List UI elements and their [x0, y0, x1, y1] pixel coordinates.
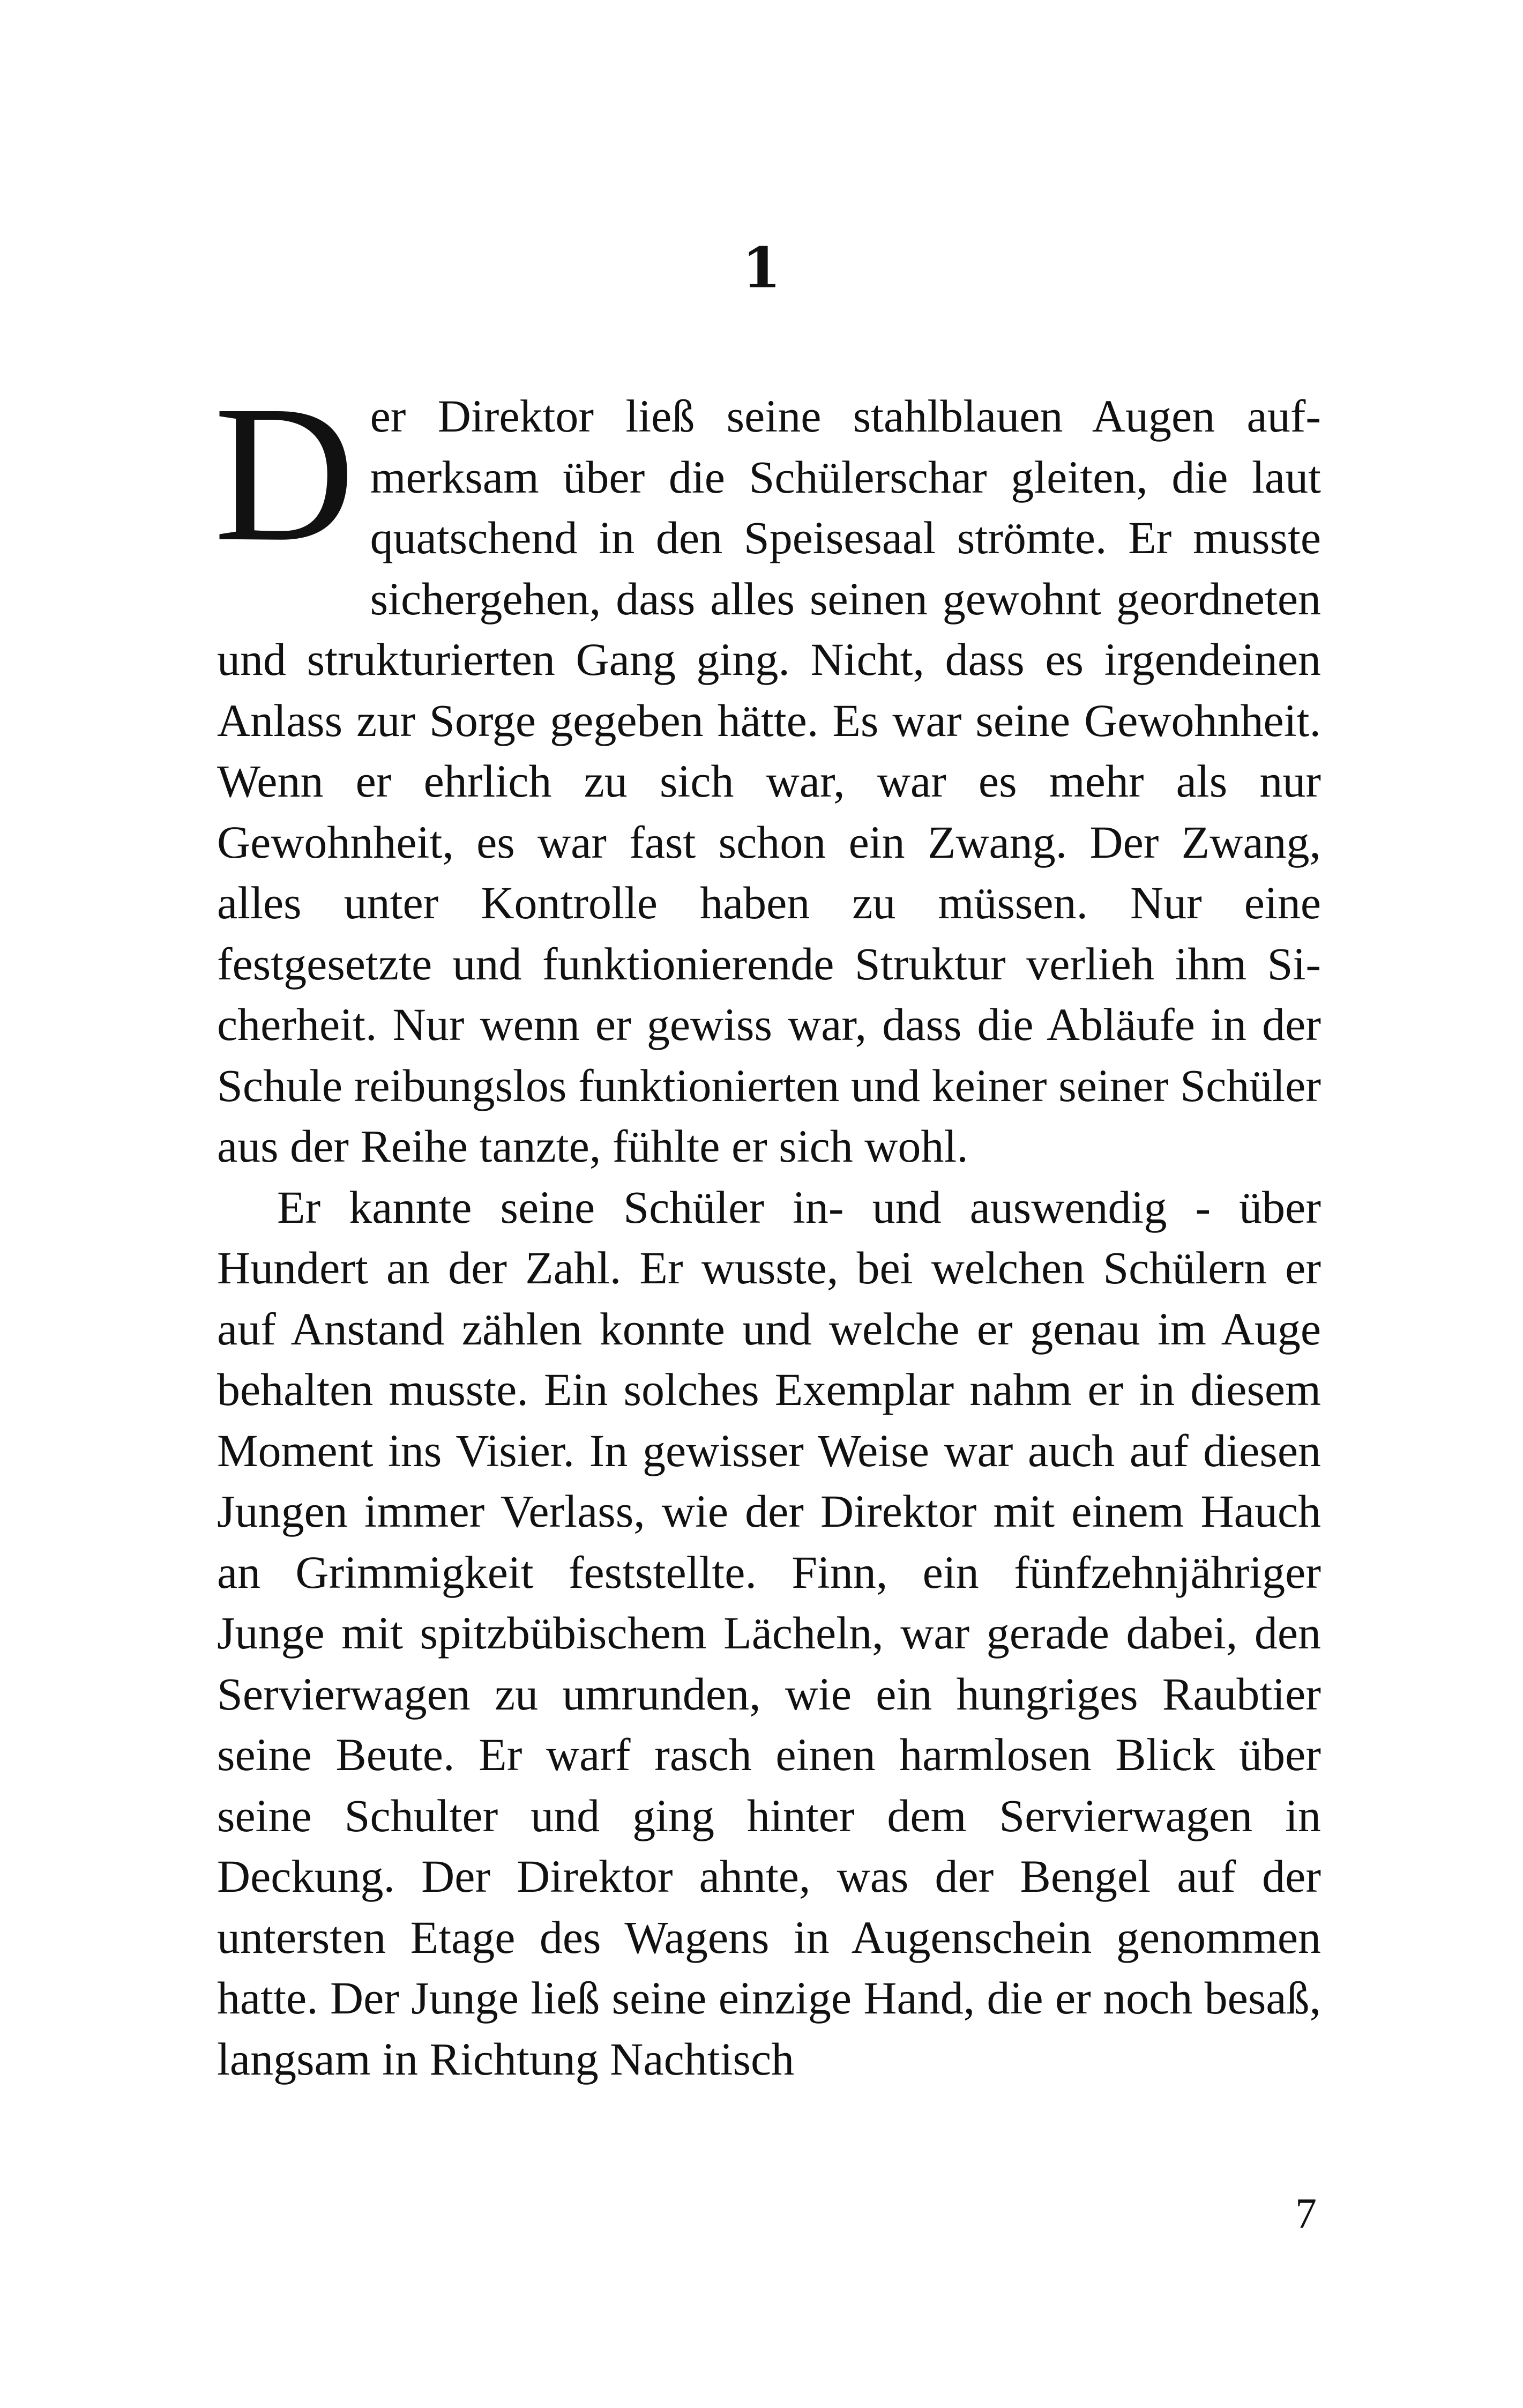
paragraph-2 [217, 1177, 1321, 2090]
drop-cap-letter: D [214, 365, 355, 582]
page-number: 7 [1295, 2190, 1317, 2238]
paragraph-1-text: er Direktor ließ seine stahlblauen Augen aufmerksam über die Schülerschar gleiten, die laut quatschend in den Speisesaal strömte. Er musste sichergehen, dass alles seinen gewohnt geordneten und strukturierten Gang ging. Nicht, dass es irgendeinen Anlass zur Sorge gegeben hätte. Es war seine Gewohnheit. Wenn er ehrlich zu sich war, war es mehr als nur Gewohnheit, es war fast schon ein Zwang. Der Zwang, alles unter Kontrolle haben zu müssen. Nur eine festgesetzte und funktionierende Struktur verlieh ihm Sicherheit. Nur wenn er gewiss war, dass die Abläufe in der Schule reibungslos funktionierten und keiner seiner Schüler aus der Reihe tanzte, fühlte er sich wohl. [217, 390, 1321, 1172]
body-text [214, 365, 1321, 2090]
paragraph-1 [214, 365, 1321, 1177]
paragraph-2-text: Er kannte seine Schüler in- und auswendig - über Hundert an der Zahl. Er wusste, bei welchen Schülern er auf Anstand zählen konnte und welche er genau im Auge behalten musste. Ein solches Exemplar nahm er in diesem Moment ins Visier. In gewisser Weise war auch auf diesen Jungen immer Verlass, wie der Direktor mit einem Hauch an Grimmigkeit feststellte. Finn, ein fünfzehnjähriger Junge mit spitzbübischem Lächeln, war gerade dabei, den Servierwagen zu umrunden, wie ein hungriges Raubtier seine Beute. Er warf rasch einen harmlosen Blick über seine Schulter und ging hinter dem Servierwagen in Deckung. Der Direktor ahnte, was der Bengel auf der untersten Etage des Wagens in Augenschein genommen hatte. Der Junge ließ seine einzige Hand, die er noch besaß, langsam in Richtung Nachtisch [217, 1181, 1321, 2085]
chapter-number: 1 [742, 235, 781, 301]
